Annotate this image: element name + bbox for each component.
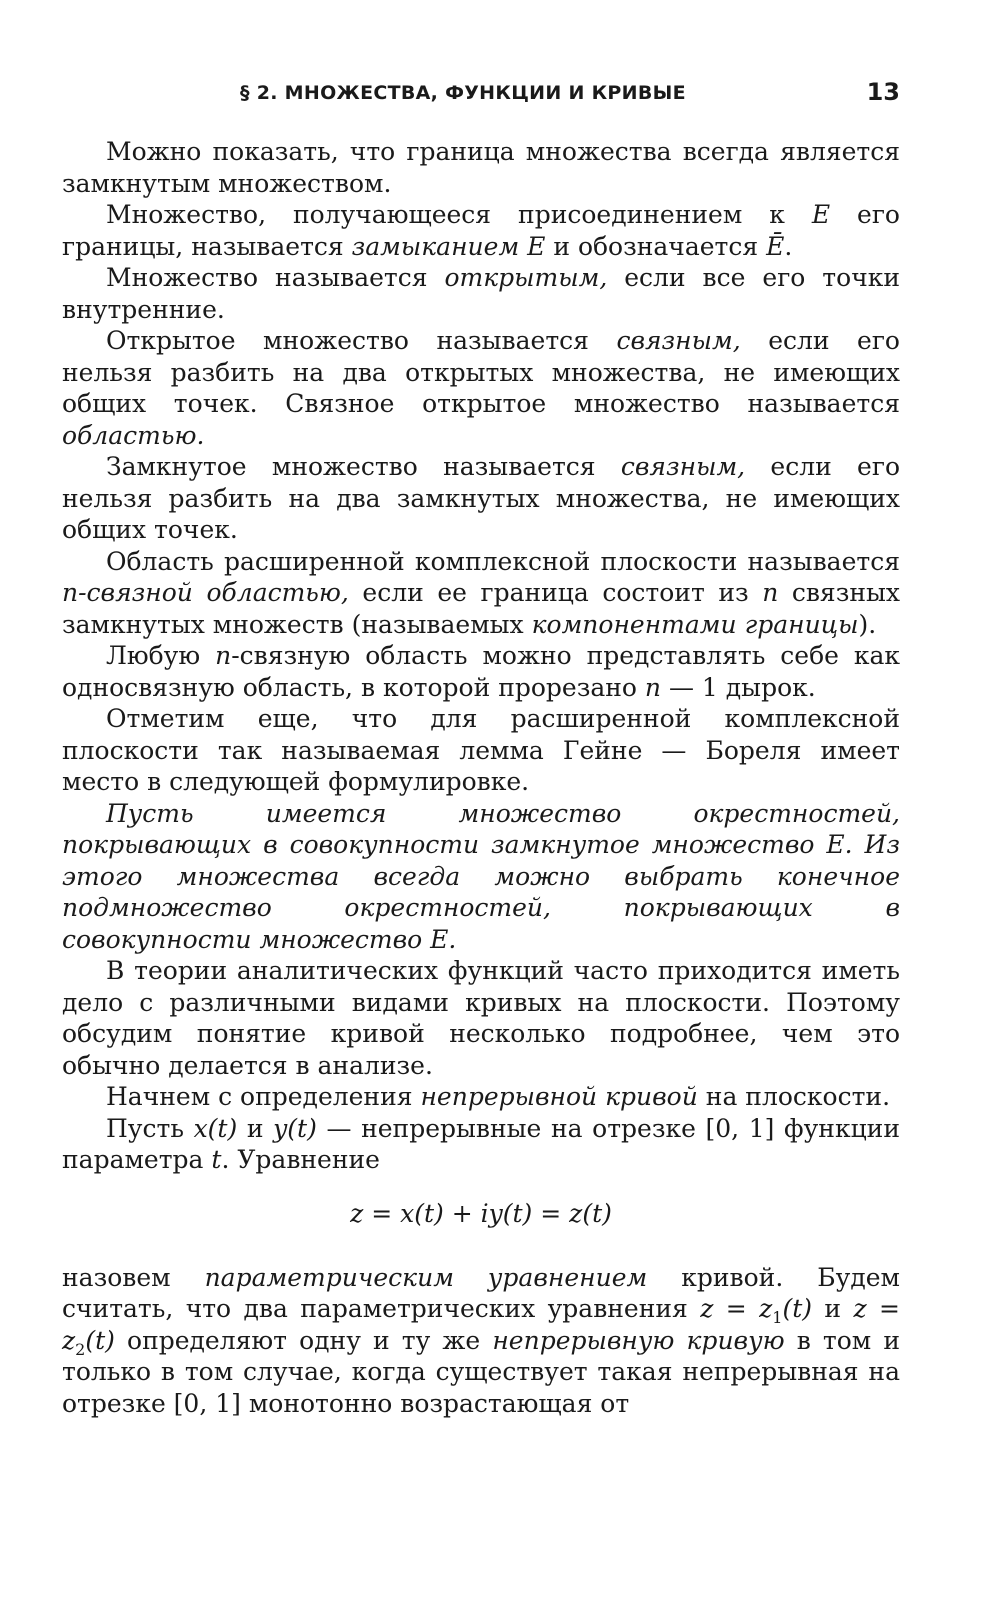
paragraph-boundary-closed: Можно показать, что граница множества всегда является замкнутым множеством. [62, 137, 900, 198]
paragraph-heine-borel-lemma: Пусть имеется множество окрестностей, покрывающих в совокупности замкнутое множество E. Из этого множества всегда можно выбрать конечное подмножество окрестностей, покрывающих в совокупности множество E. [62, 798, 900, 954]
paragraph-closure: Множество, получающееся присоединением к E его границы, называется замыканием E и обозначается Ē. [62, 200, 900, 261]
running-head [62, 72, 900, 112]
paragraph-curve-equivalence: назовем параметрическим уравнением кривой. Будем считать, что два параметрических уравнения $z = z_1(t)$ и $z = z_2(t)$ определяют одну и ту же непрерывную кривую в том и только в том случае, когда существует такая непрерывная на отрезке [0, 1] монотонно возрастающая от [62, 1262, 900, 1418]
paragraph-holes: Любую n-связную область можно представлять себе как односвязную область, в которой прорезано n — 1 дырок. [62, 641, 900, 702]
paragraph-n-connected: Область расширенной комплексной плоскости называется n-связной областью, если ее граница состоит из n связных замкнутых множеств (называемых компонентами границы). [62, 546, 900, 639]
page-number: 13 [866, 78, 900, 106]
parametric-equation: z = x(t) + iy(t) = z(t) [350, 1198, 612, 1228]
body-text [62, 136, 900, 1419]
section-title: § 2. МНОЖЕСТВА, ФУНКЦИИ И КРИВЫЕ [240, 82, 686, 104]
paragraph-continuous-curve: Начнем с определения непрерывной кривой на плоскости. [106, 1082, 891, 1111]
paragraph-connected-open: Открытое множество называется связным, если его нельзя разбить на два открытых множества, не имеющих общих точек. Связное открытое множество называется областью. [62, 326, 900, 450]
paragraph-curves-intro: В теории аналитических функций часто приходится иметь дело с различными видами кривых на плоскости. Поэтому обсудим понятие кривой несколько подробнее, чем это обычно делается в анализе. [62, 956, 900, 1080]
paragraph-open-set: Множество называется открытым, если все его точки внутренние. [62, 263, 901, 324]
paragraph-heine-borel-intro: Отметим еще, что для расширенной комплексной плоскости так называемая лемма Гейне — Бореля имеет место в следующей формулировке. [62, 704, 900, 796]
book-page [62, 72, 900, 1419]
paragraph-parametric: Пусть x(t) и y(t) — непрерывные на отрезке [0, 1] функции параметра t. Уравнение [62, 1113, 900, 1174]
paragraph-connected-closed: Замкнутое множество называется связным, если его нельзя разбить на два замкнутых множества, не имеющих общих точек. [62, 452, 900, 544]
